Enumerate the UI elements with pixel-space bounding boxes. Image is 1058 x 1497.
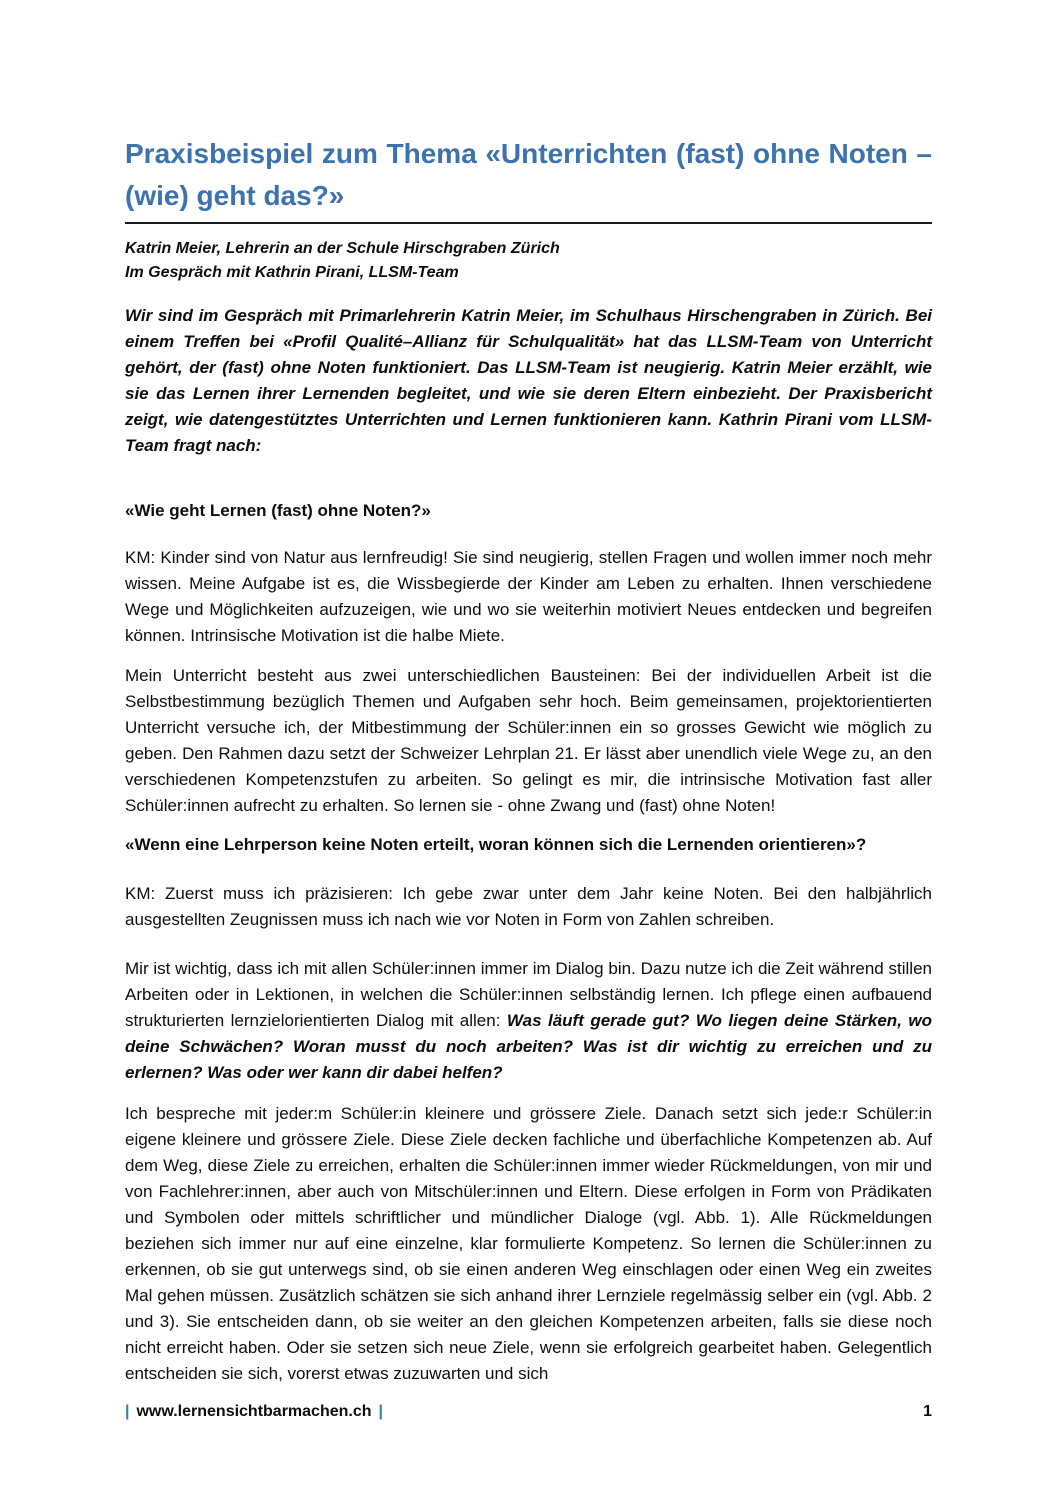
footer-pipe-left: |: [125, 1403, 130, 1420]
paragraph-km-answer-3: KM: Zuerst muss ich präzisieren: Ich gebe zwar unter dem Jahr keine Noten. Bei den halbjährlich ausgestellten Zeugnissen muss ich nach wie vor Noten in Form von Zahlen schreiben.: [125, 884, 932, 929]
paragraph-km-answer-2: Mein Unterricht besteht aus zwei unterschiedlichen Bausteinen: Bei der individuellen Arbeit ist die Selbstbestimmung bezüglich Themen und Aufgaben sehr hoch. Beim gemeinsamen, projektorientierten Unterricht versuche ich, der Mitbestimmung der Schüler:innen ein so grosses Gewicht wie möglich zu geben. Den Rahmen dazu setzt der Schweizer Lehrplan 21. Er lässt aber unendlich viele Wege zu, an den verschiedenen Kompetenzstufen zu arbeiten. So gelingt es mir, die intrinsische Motivation fast aller Schüler:innen aufrecht zu erhalten. So lernen sie - ohne Zwang und (fast) ohne Noten!: [125, 666, 932, 815]
footer-site-url: www.lernensichtbarmachen.ch: [136, 1403, 372, 1420]
paragraph-dialog: [125, 956, 932, 1086]
paragraph-km-answer-1: KM: Kinder sind von Natur aus lernfreudig! Sie sind neugierig, stellen Fragen und wollen immer noch mehr wissen. Meine Aufgabe ist es, die Wissbegierde der Kinder am Leben zu erhalten. Ihnen verschiedene Wege und Möglichkeiten aufzuzeigen, wie und wo sie weiterhin motiviert Neues entdecken und begreifen können. Intrinsische Motivation ist die halbe Miete.: [125, 548, 932, 645]
title-divider: [125, 222, 932, 224]
question-heading-1: «Wie geht Lernen (fast) ohne Noten?»: [125, 501, 431, 520]
question-heading-2: «Wenn eine Lehrperson keine Noten erteilt, woran können sich die Lernenden orientieren»?: [125, 835, 867, 854]
paragraph-dialog-normal: Mir ist wichtig, dass ich mit allen Schüler:innen immer im Dialog bin. Dazu nutze ich die Zeit während stillen Arbeiten oder in Lektionen, in welchen die Schüler:innen selbständig lernen. Ich pflege einen aufbauend strukturierten lernzielorientierten Dialog mit allen:: [125, 959, 932, 1030]
paragraph-dialog-questions: Was läuft gerade gut? Wo liegen deine Stärken, wo deine Schwächen? Woran musst du noch arbeiten? Was ist dir wichtig zu erreichen und zu erlernen? Was oder wer kann dir dabei helfen?: [125, 1011, 932, 1082]
footer-left: [125, 1400, 383, 1424]
page-number: 1: [923, 1403, 932, 1420]
paragraph-goals: Ich bespreche mit jeder:m Schüler:in kleinere und grössere Ziele. Danach setzt sich jede:r Schüler:in eigene kleinere und grössere Ziele. Diese Ziele decken fachliche und überfachliche Kompetenzen ab. Auf dem Weg, diese Ziele zu erreichen, erhalten die Schüler:innen immer wieder Rückmeldungen, von mir und von Fachlehrer:innen, aber auch von Mitschüler:innen und Eltern. Diese erfolgen in Form von Prädikaten und Symbolen oder mittels schriftlicher und mündlicher Dialoge (vgl. Abb. 1). Alle Rückmeldungen beziehen sich immer nur auf eine einzelne, klar formulierte Kompetenz. So lernen die Schüler:innen zu erkennen, ob sie gut unterwegs sind, ob sie einen anderen Weg einschlagen oder einen Weg ein zweites Mal gehen müssen. Zusätzlich schätzen sie sich anhand ihrer Lernziele regelmässig selber ein (vgl. Abb. 2 und 3). Sie entscheiden dann, ob sie weiter an den gleichen Kompetenzen arbeiten, falls sie diese noch nicht erreicht haben. Oder sie setzen sich neue Ziele, wenn sie erfolgreich gearbeitet haben. Gelegentlich entscheiden sie sich, vorerst etwas zuzuwarten und sich: [125, 1104, 932, 1383]
byline-line-1: Katrin Meier, Lehrerin an der Schule Hirschgraben Zürich: [125, 240, 560, 257]
footer-pipe-right: |: [378, 1403, 383, 1420]
lead-paragraph: Wir sind im Gespräch mit Primarlehrerin Katrin Meier, im Schulhaus Hirschengraben in Zürich. Bei einem Treffen bei «Profil Qualité–Allianz für Schulqualität» hat das LLSM-Team von Unterricht gehört, der (fast) ohne Noten funktioniert. Das LLSM-Team ist neugierig. Katrin Meier erzählt, wie sie das Lernen ihrer Lernenden begleitet, und wie sie deren Eltern einbezieht. Der Praxisbericht zeigt, wie datengestütztes Unterrichten und Lernen funktionieren kann. Kathrin Pirani vom LLSM-Team fragt nach:: [125, 306, 932, 455]
byline: [125, 237, 932, 285]
byline-line-2: Im Gespräch mit Kathrin Pirani, LLSM-Team: [125, 264, 459, 281]
page-footer: [125, 1400, 932, 1424]
document-title: Praxisbeispiel zum Thema «Unterrichten (fast) ohne Noten – (wie) geht das?»: [125, 138, 932, 211]
